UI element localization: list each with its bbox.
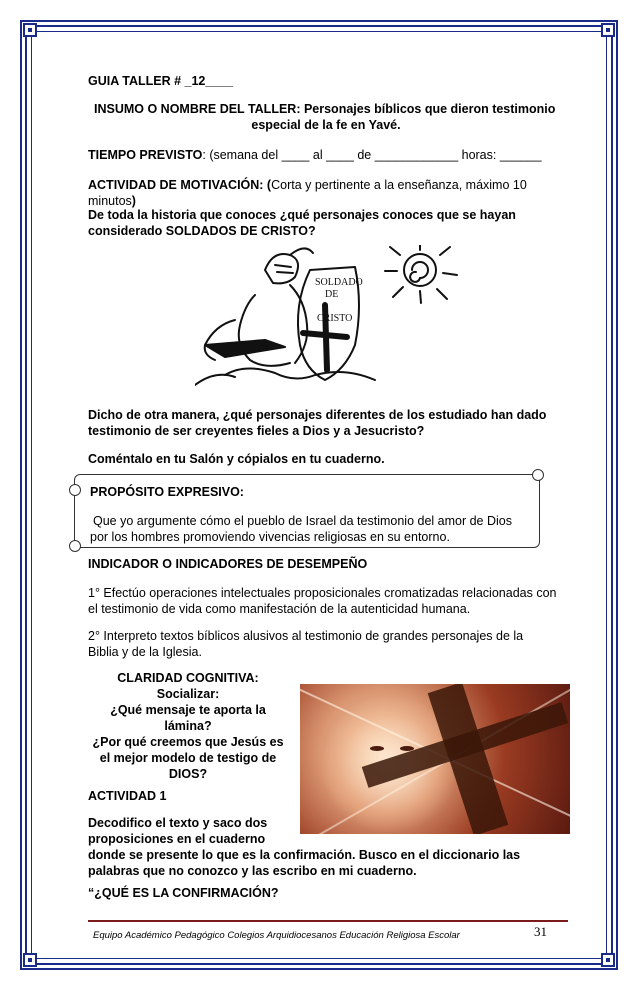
actividad-1-line-3: donde se presente lo que es la confirmación. Busco en el diccionario las — [88, 848, 521, 862]
claridad-q2-c: DIOS? — [168, 767, 208, 781]
sun-icon — [385, 245, 457, 303]
indicadores-title: INDICADOR O INDICADORES DE DESEMPEÑO — [88, 557, 368, 571]
guia-title: GUIA TALLER # _12____ — [88, 74, 234, 88]
actividad-1-title: ACTIVIDAD 1 — [88, 789, 167, 803]
motivacion-text: Corta y pertinente a la enseñanza, máximo 10 — [271, 178, 527, 192]
motivacion-minutes: minutos — [88, 194, 132, 208]
indicador-1-line-1: 1° Efectúo operaciones intelectuales proposicionales cromatizadas relacionadas con — [88, 586, 557, 600]
tiempo-label: TIEMPO PREVISTO — [88, 148, 203, 162]
scroll-curl — [69, 484, 81, 496]
claridad-title: CLARIDAD COGNITIVA: — [117, 671, 259, 685]
question-2-line-1: Dicho de otra manera, ¿qué personajes diferentes de los estudiado han dado — [88, 408, 547, 422]
claridad-socializar: Socializar: — [156, 687, 220, 701]
indicador-2-line-2: Biblia y de la Iglesia. — [88, 645, 202, 659]
footer-divider — [88, 920, 568, 922]
page-number: 31 — [534, 924, 547, 939]
insumo-line-1: INSUMO O NOMBRE DEL TALLER: Personajes bíblicos que dieron testimonio — [94, 102, 556, 116]
footer-text: Equipo Académico Pedagógico Colegios Arquidiocesanos Educación Religiosa Escolar — [93, 930, 460, 941]
actividad-1-line-4: palabras que no conozco y las escribo en mi cuaderno. — [88, 864, 417, 878]
claridad-q1-b: lámina? — [164, 719, 212, 733]
corner-ornament — [601, 953, 615, 967]
question-1-line-1: De toda la historia que conoces ¿qué personajes conoces que se hayan — [88, 208, 516, 222]
shield-word-1: SOLDADO — [315, 277, 363, 288]
soldier-of-christ-illustration — [195, 245, 465, 395]
indicador-1-line-2: el testimonio de vida como manifestación de la autenticidad humana. — [88, 602, 471, 616]
shield-word-3: CRISTO — [317, 313, 353, 324]
motivacion-label: ACTIVIDAD DE MOTIVACIÓN: ( — [88, 178, 272, 192]
scroll-curl — [532, 469, 544, 481]
corner-ornament — [23, 953, 37, 967]
scroll-curl — [69, 540, 81, 552]
proposito-line-2: por los hombres promoviendo vivencias religiosas en su entorno. — [90, 530, 450, 544]
question-2-line-2: testimonio de ser creyentes fieles a Dios y a Jesucristo? — [88, 424, 425, 438]
confirmacion-question: “¿QUÉ ES LA CONFIRMACIÓN? — [88, 886, 279, 900]
claridad-q1-a: ¿Qué mensaje te aporta la — [110, 703, 266, 717]
corner-ornament — [23, 23, 37, 37]
proposito-line-1: Que yo argumente cómo el pueblo de Israel da testimonio del amor de Dios — [93, 514, 512, 528]
tiempo-previsto — [88, 147, 542, 163]
question-1-line-2: considerado SOLDADOS DE CRISTO? — [88, 224, 316, 238]
claridad-q2-b: el mejor modelo de testigo de — [99, 751, 277, 765]
actividad-1-line-1: Decodifico el texto y saco dos — [88, 816, 268, 830]
corner-ornament — [601, 23, 615, 37]
question-3: Coméntalo en tu Salón y cópialos en tu cuaderno. — [88, 452, 385, 466]
claridad-q2-a: ¿Por qué creemos que Jesús es — [92, 735, 284, 749]
proposito-title: PROPÓSITO EXPRESIVO: — [90, 485, 244, 499]
actividad-1-line-2: proposiciones en el cuaderno — [88, 832, 266, 846]
shield-word-2: DE — [325, 289, 339, 300]
motivacion-close: ) — [131, 194, 136, 208]
indicador-2-line-1: 2° Interpreto textos bíblicos alusivos al testimonio de grandes personajes de la — [88, 629, 524, 643]
motivacion-heading — [88, 177, 568, 193]
tiempo-text: : (semana del ____ al ____ de ____________ horas: ______ — [202, 148, 542, 162]
jesus-cross-image — [300, 684, 570, 834]
insumo-line-2: especial de la fe en Yavé. — [251, 118, 401, 132]
